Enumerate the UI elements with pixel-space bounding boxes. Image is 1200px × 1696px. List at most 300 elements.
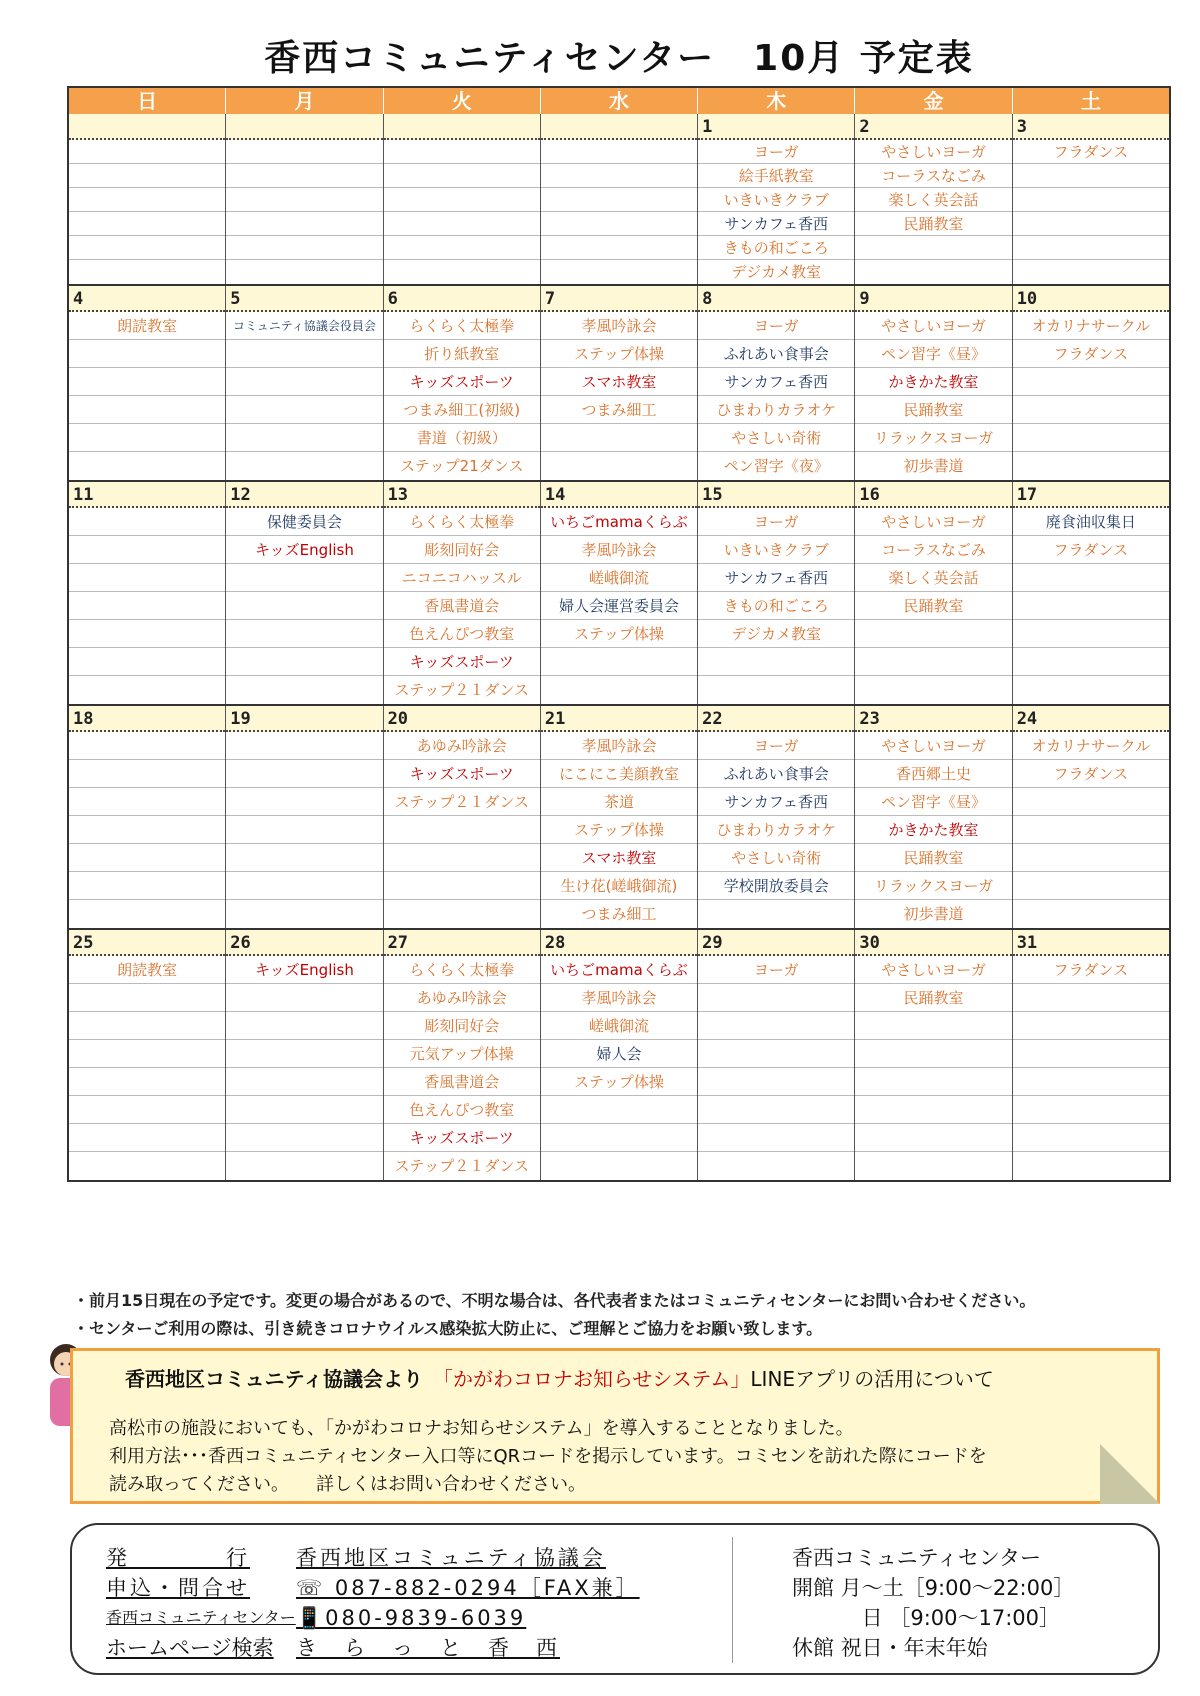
calendar-day bbox=[69, 114, 226, 284]
empty-slot bbox=[855, 1012, 1011, 1040]
empty-slot bbox=[1013, 648, 1169, 676]
empty-slot bbox=[69, 1012, 225, 1040]
note-line-2: ・センターご利用の際は、引き続きコロナウイルス感染拡大防止に、ご理解とご協力をお願い致します。 bbox=[73, 1319, 823, 1338]
phone-number: ☏ 087-882-0294［FAX兼］ bbox=[296, 1576, 640, 1600]
publisher-row bbox=[106, 1543, 706, 1573]
empty-slot bbox=[541, 1096, 697, 1124]
day-number: 25 bbox=[69, 930, 225, 956]
calendar-week bbox=[69, 114, 1169, 284]
day-number: 13 bbox=[384, 482, 540, 508]
day-number: 28 bbox=[541, 930, 697, 956]
event-entry: 民踊教室 bbox=[855, 212, 1011, 236]
page-curl bbox=[1100, 1444, 1160, 1504]
empty-slot bbox=[855, 1124, 1011, 1152]
event-entry: 色えんぴつ教室 bbox=[384, 1096, 540, 1124]
inquiry-label: 申込・問合せ bbox=[106, 1576, 250, 1600]
calendar-day bbox=[855, 706, 1012, 928]
event-entry: らくらく太極拳 bbox=[384, 508, 540, 536]
event-entry: やさしいヨーガ bbox=[855, 140, 1011, 164]
event-entry: 元気アップ体操 bbox=[384, 1040, 540, 1068]
event-entry: らくらく太極拳 bbox=[384, 956, 540, 984]
empty-slot bbox=[1013, 816, 1169, 844]
calendar-day bbox=[226, 930, 383, 1180]
empty-slot bbox=[384, 900, 540, 928]
day-number: 14 bbox=[541, 482, 697, 508]
event-entry: スマホ教室 bbox=[541, 844, 697, 872]
weekday-header-cell: 土 bbox=[1080, 89, 1101, 113]
empty-slot bbox=[855, 676, 1011, 704]
empty-slot bbox=[698, 984, 854, 1012]
calendar-day bbox=[1013, 286, 1169, 480]
empty-slot bbox=[1013, 368, 1169, 396]
day-number: 12 bbox=[226, 482, 382, 508]
empty-slot bbox=[69, 424, 225, 452]
event-entry: ペン習字《昼》 bbox=[855, 340, 1011, 368]
event-entry: フラダンス bbox=[1013, 956, 1169, 984]
day-number: 5 bbox=[226, 286, 382, 312]
event-entry: やさしいヨーガ bbox=[855, 312, 1011, 340]
day-number: 6 bbox=[384, 286, 540, 312]
empty-slot bbox=[69, 900, 225, 928]
weekday-header-cell: 木 bbox=[698, 88, 855, 114]
note-line-1: ・前月15日現在の予定です。変更の場合があるので、不明な場合は、各代表者またはコミュニティセンターにお問い合わせください。 bbox=[73, 1291, 1036, 1310]
calendar-day bbox=[698, 706, 855, 928]
event-entry: ヨーガ bbox=[698, 956, 854, 984]
empty-slot bbox=[69, 188, 225, 212]
empty-slot bbox=[69, 564, 225, 592]
empty-slot bbox=[1013, 260, 1169, 284]
event-entry: フラダンス bbox=[1013, 536, 1169, 564]
empty-slot bbox=[226, 1124, 382, 1152]
calendar-day bbox=[1013, 706, 1169, 928]
empty-slot bbox=[69, 732, 225, 760]
empty-slot bbox=[226, 732, 382, 760]
empty-slot bbox=[69, 396, 225, 424]
event-entry: 生け花(嵯峨御流) bbox=[541, 872, 697, 900]
event-entry: ステップ２１ダンス bbox=[384, 788, 540, 816]
event-entry: 色えんぴつ教室 bbox=[384, 620, 540, 648]
empty-slot bbox=[1013, 188, 1169, 212]
empty-slot bbox=[1013, 620, 1169, 648]
calendar-day bbox=[855, 930, 1012, 1180]
empty-slot bbox=[1013, 788, 1169, 816]
empty-slot bbox=[226, 188, 382, 212]
homepage-label: ホームページ検索 bbox=[106, 1636, 274, 1660]
event-entry: 孝風吟詠会 bbox=[541, 312, 697, 340]
empty-slot bbox=[855, 1068, 1011, 1096]
event-entry: 楽しく英会話 bbox=[855, 564, 1011, 592]
event-entry: リラックスヨーガ bbox=[855, 424, 1011, 452]
event-entry: ステップ体操 bbox=[541, 620, 697, 648]
calendar-day bbox=[384, 114, 541, 284]
calendar-week bbox=[69, 284, 1169, 480]
empty-slot bbox=[69, 236, 225, 260]
event-entry: ひまわりカラオケ bbox=[698, 816, 854, 844]
event-entry: つまみ細工 bbox=[541, 396, 697, 424]
empty-slot bbox=[1013, 212, 1169, 236]
empty-slot bbox=[226, 368, 382, 396]
empty-slot bbox=[1013, 1068, 1169, 1096]
empty-slot bbox=[69, 340, 225, 368]
day-number: 23 bbox=[855, 706, 1011, 732]
event-entry: コミュニティ協議会役員会 bbox=[226, 312, 382, 340]
event-entry: ステップ体操 bbox=[541, 340, 697, 368]
opening-hours: 香西コミュニティセンター 開館 月～土［9:00～22:00］ 日 ［9:00～17:00］ 休館 祝日・年末年始 bbox=[792, 1546, 1075, 1660]
empty-slot bbox=[69, 1152, 225, 1180]
calendar-day bbox=[384, 706, 541, 928]
event-entry: ヨーガ bbox=[698, 312, 854, 340]
event-entry: 婦人会運営委員会 bbox=[541, 592, 697, 620]
empty-slot bbox=[226, 1012, 382, 1040]
event-entry: やさしいヨーガ bbox=[855, 732, 1011, 760]
event-entry: フラダンス bbox=[1013, 760, 1169, 788]
empty-slot bbox=[855, 1152, 1011, 1180]
empty-slot bbox=[226, 984, 382, 1012]
empty-slot bbox=[541, 212, 697, 236]
empty-slot bbox=[226, 1040, 382, 1068]
empty-slot bbox=[226, 844, 382, 872]
calendar-day bbox=[384, 930, 541, 1180]
notice-heading bbox=[125, 1363, 994, 1392]
empty-slot bbox=[1013, 564, 1169, 592]
empty-slot bbox=[226, 260, 382, 284]
day-number bbox=[541, 114, 697, 140]
event-entry: ステップ体操 bbox=[541, 1068, 697, 1096]
empty-slot bbox=[226, 872, 382, 900]
weekday-header-cell: 火 bbox=[384, 88, 541, 114]
calendar-day bbox=[69, 286, 226, 480]
event-entry: つまみ細工(初級) bbox=[384, 396, 540, 424]
day-number: 2 bbox=[855, 114, 1011, 140]
event-entry: キッズスポーツ bbox=[384, 648, 540, 676]
calendar-day bbox=[541, 482, 698, 704]
empty-slot bbox=[1013, 984, 1169, 1012]
day-number: 16 bbox=[855, 482, 1011, 508]
event-entry: ステップ２１ダンス bbox=[394, 681, 529, 699]
weekday-header-cell: 日 bbox=[69, 88, 226, 114]
day-number: 9 bbox=[855, 286, 1011, 312]
empty-slot bbox=[1013, 872, 1169, 900]
event-entry: 香西郷土史 bbox=[855, 760, 1011, 788]
event-entry: つまみ細工 bbox=[581, 905, 657, 923]
empty-slot bbox=[541, 1152, 697, 1180]
calendar-day bbox=[226, 114, 383, 284]
event-entry: 初歩書道 bbox=[903, 905, 964, 923]
empty-slot bbox=[1013, 452, 1169, 480]
empty-slot bbox=[384, 816, 540, 844]
event-entry: 民踊教室 bbox=[855, 592, 1011, 620]
empty-slot bbox=[69, 368, 225, 396]
event-entry: 婦人会 bbox=[541, 1040, 697, 1068]
event-entry: いきいきクラブ bbox=[698, 536, 854, 564]
empty-slot bbox=[69, 536, 225, 564]
event-entry: 保健委員会 bbox=[226, 508, 382, 536]
notice-from: 香西地区コミュニティ協議会より bbox=[125, 1367, 423, 1391]
event-entry: 民踊教室 bbox=[855, 396, 1011, 424]
calendar-week bbox=[69, 480, 1169, 704]
empty-slot bbox=[226, 396, 382, 424]
event-entry: 書道（初級） bbox=[384, 424, 540, 452]
empty-slot bbox=[69, 508, 225, 536]
calendar-day bbox=[698, 482, 855, 704]
day-number: 24 bbox=[1013, 706, 1169, 732]
empty-slot bbox=[384, 212, 540, 236]
event-entry: ふれあい食事会 bbox=[698, 340, 854, 368]
event-entry: ペン習字《夜》 bbox=[723, 457, 829, 475]
event-entry: らくらく太極拳 bbox=[384, 312, 540, 340]
event-entry: 絵手紙教室 bbox=[698, 164, 854, 188]
empty-slot bbox=[698, 1040, 854, 1068]
event-entry: ヨーガ bbox=[698, 732, 854, 760]
day-number: 7 bbox=[541, 286, 697, 312]
calendar-day bbox=[541, 114, 698, 284]
inquiry-row bbox=[106, 1573, 706, 1603]
publisher-value: 香西地区コミュニティ協議会 bbox=[296, 1546, 606, 1570]
empty-slot bbox=[855, 1096, 1011, 1124]
calendar-day bbox=[226, 482, 383, 704]
empty-slot bbox=[226, 676, 382, 704]
calendar-day bbox=[384, 482, 541, 704]
empty-slot bbox=[69, 1068, 225, 1096]
empty-slot bbox=[69, 1124, 225, 1152]
day-number bbox=[384, 114, 540, 140]
empty-slot bbox=[69, 452, 225, 480]
empty-slot bbox=[69, 816, 225, 844]
empty-slot bbox=[226, 340, 382, 368]
empty-slot bbox=[226, 1068, 382, 1096]
homepage-search-term: き ら っ と 香 西 bbox=[296, 1636, 560, 1660]
event-entry: 茶道 bbox=[541, 788, 697, 816]
event-entry: ニコニコハッスル bbox=[384, 564, 540, 592]
empty-slot bbox=[226, 648, 382, 676]
event-entry: ステップ21ダンス bbox=[399, 457, 524, 475]
empty-slot bbox=[69, 140, 225, 164]
empty-slot bbox=[384, 844, 540, 872]
empty-slot bbox=[69, 648, 225, 676]
calendar-weeks bbox=[69, 114, 1169, 1180]
notes bbox=[67, 1287, 1171, 1343]
day-number: 22 bbox=[698, 706, 854, 732]
event-entry: 嵯峨御流 bbox=[541, 564, 697, 592]
notice-system: 「かがわコロナお知らせシステム」 bbox=[433, 1367, 751, 1391]
empty-slot bbox=[541, 1124, 697, 1152]
calendar-day bbox=[698, 114, 855, 284]
empty-slot bbox=[226, 1096, 382, 1124]
empty-slot bbox=[69, 872, 225, 900]
event-entry: やさしいヨーガ bbox=[855, 956, 1011, 984]
event-entry: 朗読教室 bbox=[69, 312, 225, 340]
event-entry: 朗読教室 bbox=[69, 956, 225, 984]
empty-slot bbox=[226, 788, 382, 816]
empty-slot bbox=[384, 188, 540, 212]
event-entry: ひまわりカラオケ bbox=[698, 396, 854, 424]
empty-slot bbox=[69, 592, 225, 620]
calendar-day bbox=[384, 286, 541, 480]
event-entry: やさしい奇術 bbox=[698, 844, 854, 872]
empty-slot bbox=[698, 1068, 854, 1096]
day-number bbox=[226, 114, 382, 140]
empty-slot bbox=[541, 648, 697, 676]
day-number: 21 bbox=[541, 706, 697, 732]
event-entry: きもの和ごころ bbox=[698, 592, 854, 620]
empty-slot bbox=[226, 900, 382, 928]
day-number: 17 bbox=[1013, 482, 1169, 508]
event-entry: 学校開放委員会 bbox=[698, 872, 854, 900]
empty-slot bbox=[541, 164, 697, 188]
event-entry: いちごmamaくらぶ bbox=[541, 956, 697, 984]
event-entry: にこにこ美顔教室 bbox=[541, 760, 697, 788]
day-number: 18 bbox=[69, 706, 225, 732]
day-number: 20 bbox=[384, 706, 540, 732]
empty-slot bbox=[541, 236, 697, 260]
event-entry: キッズEnglish bbox=[226, 956, 382, 984]
event-entry: 彫刻同好会 bbox=[384, 536, 540, 564]
empty-slot bbox=[69, 788, 225, 816]
calendar-day bbox=[1013, 930, 1169, 1180]
event-entry: やさしい奇術 bbox=[698, 424, 854, 452]
event-entry: フラダンス bbox=[1013, 340, 1169, 368]
calendar-day bbox=[855, 114, 1012, 284]
event-entry: コーラスなごみ bbox=[855, 164, 1011, 188]
day-number: 11 bbox=[69, 482, 225, 508]
empty-slot bbox=[226, 816, 382, 844]
event-entry: きもの和ごころ bbox=[698, 236, 854, 260]
empty-slot bbox=[1013, 844, 1169, 872]
event-entry: サンカフェ香西 bbox=[698, 564, 854, 592]
empty-slot bbox=[1013, 236, 1169, 260]
calendar-day bbox=[698, 930, 855, 1180]
empty-slot bbox=[69, 676, 225, 704]
event-entry: キッズスポーツ bbox=[384, 368, 540, 396]
empty-slot bbox=[69, 260, 225, 284]
homepage-row bbox=[106, 1633, 706, 1663]
event-entry: 孝風吟詠会 bbox=[541, 536, 697, 564]
event-entry: かきかた教室 bbox=[855, 816, 1011, 844]
calendar-day bbox=[1013, 482, 1169, 704]
day-number: 3 bbox=[1013, 114, 1169, 140]
event-entry: いちごmamaくらぶ bbox=[541, 508, 697, 536]
event-entry: ヨーガ bbox=[698, 140, 854, 164]
weekday-header-cell: 水 bbox=[541, 88, 698, 114]
publisher-label: 発 行 bbox=[106, 1546, 250, 1570]
event-entry: ペン習字《昼》 bbox=[855, 788, 1011, 816]
calendar-day bbox=[1013, 114, 1169, 284]
day-number: 30 bbox=[855, 930, 1011, 956]
event-entry: 香風書道会 bbox=[384, 1068, 540, 1096]
empty-slot bbox=[226, 140, 382, 164]
event-entry: オカリナサークル bbox=[1013, 732, 1169, 760]
empty-slot bbox=[698, 1152, 854, 1180]
event-entry: リラックスヨーガ bbox=[855, 872, 1011, 900]
empty-slot bbox=[384, 872, 540, 900]
event-entry: コーラスなごみ bbox=[855, 536, 1011, 564]
footer-divider bbox=[732, 1537, 733, 1663]
page-title: 香西コミュニティセンター 10月 予定表 bbox=[264, 38, 974, 79]
empty-slot bbox=[698, 1124, 854, 1152]
calendar-day bbox=[541, 286, 698, 480]
empty-slot bbox=[69, 984, 225, 1012]
empty-slot bbox=[1013, 592, 1169, 620]
calendar-day bbox=[69, 482, 226, 704]
empty-slot bbox=[69, 760, 225, 788]
empty-slot bbox=[69, 212, 225, 236]
event-entry: サンカフェ香西 bbox=[698, 212, 854, 236]
weekday-header-cell: 月 bbox=[226, 88, 383, 114]
empty-slot bbox=[69, 1040, 225, 1068]
empty-slot bbox=[226, 592, 382, 620]
event-entry: デジカメ教室 bbox=[698, 620, 854, 648]
empty-slot bbox=[384, 140, 540, 164]
empty-slot bbox=[541, 188, 697, 212]
event-entry: オカリナサークル bbox=[1013, 312, 1169, 340]
day-number: 26 bbox=[226, 930, 382, 956]
event-entry: キッズEnglish bbox=[226, 536, 382, 564]
empty-slot bbox=[69, 844, 225, 872]
empty-slot bbox=[855, 236, 1011, 260]
calendar-grid bbox=[67, 86, 1171, 1182]
event-entry: ステップ２１ダンス bbox=[394, 1157, 529, 1175]
weekday-header-cell: 金 bbox=[855, 88, 1012, 114]
calendar-day bbox=[69, 706, 226, 928]
event-entry: ステップ体操 bbox=[541, 816, 697, 844]
event-entry: ヨーガ bbox=[698, 508, 854, 536]
event-entry: あゆみ吟詠会 bbox=[384, 984, 540, 1012]
event-entry: キッズスポーツ bbox=[384, 760, 540, 788]
event-entry: やさしいヨーガ bbox=[855, 508, 1011, 536]
day-number: 31 bbox=[1013, 930, 1169, 956]
event-entry: デジカメ教室 bbox=[731, 263, 822, 281]
empty-slot bbox=[226, 620, 382, 648]
empty-slot bbox=[226, 452, 382, 480]
event-entry: キッズスポーツ bbox=[384, 1124, 540, 1152]
day-number: 4 bbox=[69, 286, 225, 312]
empty-slot bbox=[541, 260, 697, 284]
event-entry: 民踊教室 bbox=[855, 984, 1011, 1012]
calendar-day bbox=[541, 930, 698, 1180]
event-entry: 初歩書道 bbox=[903, 457, 964, 475]
center-label: 香西コミュニティセンター bbox=[106, 1608, 296, 1627]
contact-footer bbox=[70, 1523, 1160, 1675]
empty-slot bbox=[1013, 1096, 1169, 1124]
empty-slot bbox=[1013, 1152, 1169, 1180]
empty-slot bbox=[69, 164, 225, 188]
event-entry: サンカフェ香西 bbox=[698, 368, 854, 396]
empty-slot bbox=[226, 236, 382, 260]
calendar-day bbox=[541, 706, 698, 928]
empty-slot bbox=[541, 452, 697, 480]
calendar-day bbox=[226, 286, 383, 480]
weekday-header bbox=[69, 88, 1169, 114]
empty-slot bbox=[855, 260, 1011, 284]
calendar-week bbox=[69, 928, 1169, 1180]
empty-slot bbox=[698, 648, 854, 676]
contact-info bbox=[106, 1543, 706, 1663]
event-entry: 嵯峨御流 bbox=[541, 1012, 697, 1040]
notice-body: 高松市の施設においても、「かがわコロナお知らせシステム」を導入することとなりました。 利用方法･･･香西コミュニティセンター入口等にQRコードを掲示しています。コミセンを訪れた際にコードを 読み取ってください。 詳しくはお問い合わせください。 bbox=[109, 1418, 987, 1495]
day-number: 1 bbox=[698, 114, 854, 140]
calendar-day bbox=[855, 482, 1012, 704]
event-entry: サンカフェ香西 bbox=[698, 788, 854, 816]
empty-slot bbox=[1013, 1040, 1169, 1068]
empty-slot bbox=[1013, 900, 1169, 928]
day-number: 10 bbox=[1013, 286, 1169, 312]
event-entry: スマホ教室 bbox=[541, 368, 697, 396]
event-entry: 折り紙教室 bbox=[384, 340, 540, 368]
mobile-number: 📱080-9839-6039 bbox=[296, 1606, 527, 1630]
empty-slot bbox=[226, 564, 382, 592]
day-number bbox=[69, 114, 225, 140]
empty-slot bbox=[1013, 396, 1169, 424]
